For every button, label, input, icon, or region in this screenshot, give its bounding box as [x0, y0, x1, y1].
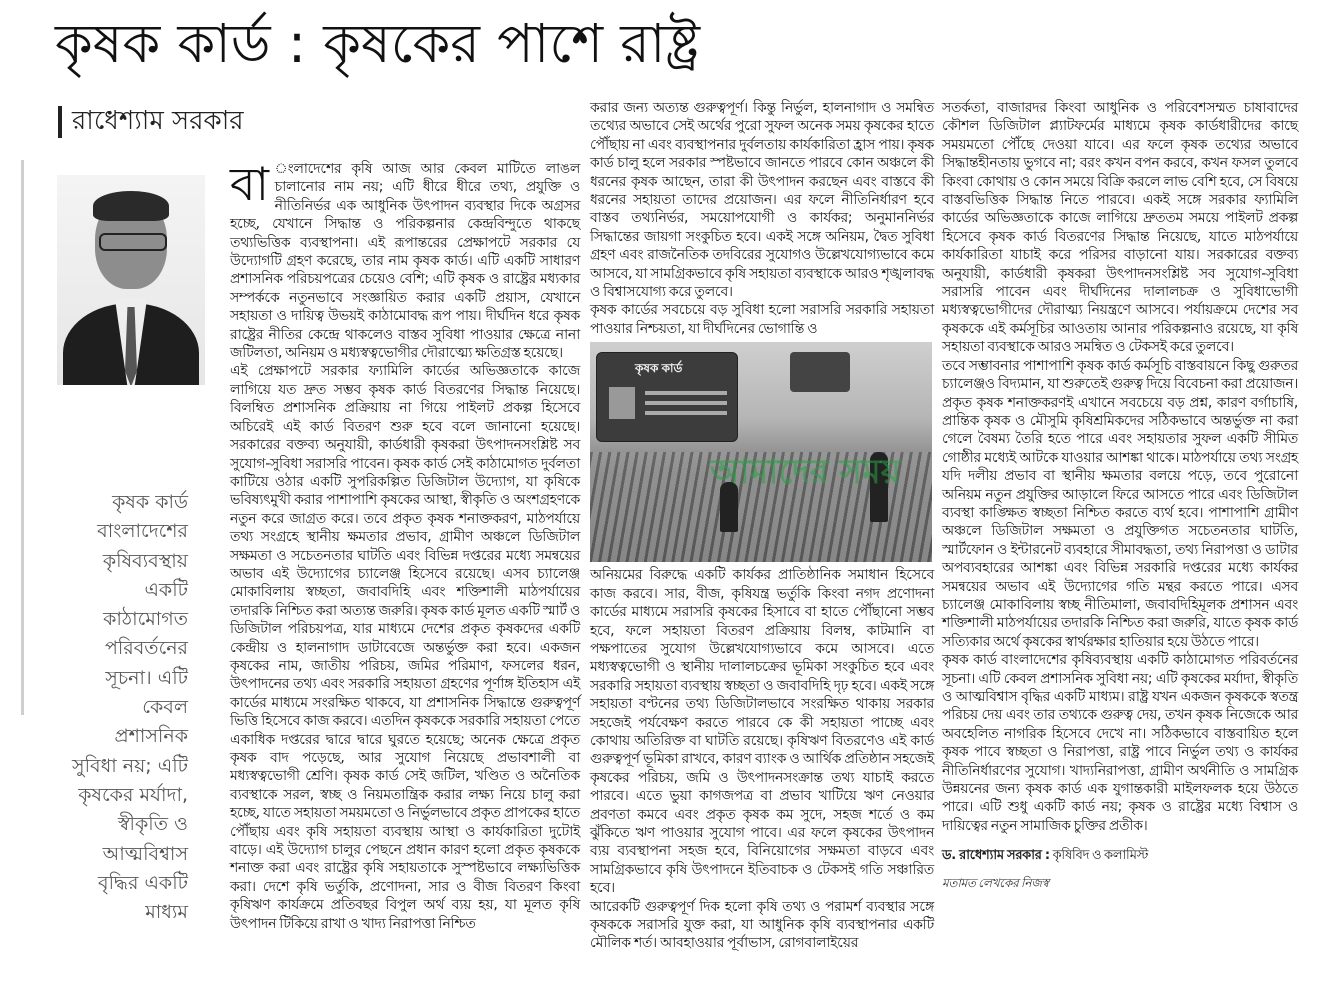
author-signature [942, 847, 1298, 865]
author-byline [58, 104, 244, 140]
paragraph: সতর্কতা, বাজারদর কিংবা আধুনিক ও পরিবেশসম্মত চাষাবাদের কৌশল ডিজিটাল প্ল্যাটফর্মের মাধ্যমে কৃষক কার্ডধারীদের কাছে সময়মতো পৌঁছে দেওয়া যাবে। এর ফলে কৃষক তথ্যের অভাবে সিদ্ধান্তহীনতায় ভুগবে না; বরং কখন বপন করবে, কখন ফসল তুলবে কিংবা কোথায় ও কোন সময়ে বিক্রি করলে লাভ বেশি হবে, সে বিষয়ে বাস্তবভিত্তিক সিদ্ধান্ত নিতে পারবে। একই সঙ্গে সরকার ফ্যামিলি কার্ডের অভিজ্ঞতাকে কাজে লাগিয়ে দ্রুততম সময়ে পাইলট প্রকল্প হিসেবে কৃষক কার্ড বিতরণের সিদ্ধান্ত নিয়েছে, যাতে মাঠপর্যায়ে কার্যকারিতা যাচাই করে পরিসর বাড়ানো যায়। সরকারের বক্তব্য অনুযায়ী, কার্ডধারী কৃষকরা উৎপাদনসংশ্লিষ্ট সব সুযোগ-সুবিধা সরাসরি পাবেন এবং দীর্ঘদিনের দালালচক্র ও সুবিধাভোগী মধ্যস্বত্বভোগীদের দৌরাত্ম্য নিয়ন্ত্রণে আসবে। পর্যায়ক্রমে দেশের সব কৃষককে এই কর্মসূচির আওতায় আনার পরিকল্পনাও রয়েছে, যা কৃষি সহায়তা ব্যবস্থাকে আরও সমন্বিত ও টেকসই করে তুলবে। [942, 100, 1298, 356]
paragraph: আরেকটি গুরুত্বপূর্ণ দিক হলো কৃষি তথ্য ও পরামর্শ ব্যবস্থার সঙ্গে কৃষককে সরাসরি যুক্ত করা, যা আধুনিক কৃষি ব্যবস্থাপনার একটি মৌলিক শর্ত। আবহাওয়ার পূর্বাভাস, রোগবালাইয়ের [590, 898, 934, 952]
paragraph: তবে সম্ভাবনার পাশাপাশি কৃষক কার্ড কর্মসূচি বাস্তবায়নে কিছু গুরুতর চ্যালেঞ্জও বিদ্যমান, যা শুরুতেই গুরুত্ব দিয়ে বিবেচনা করা প্রয়োজন। প্রকৃত কৃষক শনাক্তকরণই এখানে সবচেয়ে বড় প্রশ্ন, কারণ বর্গাচাষি, প্রান্তিক কৃষক ও মৌসুমি কৃষিশ্রমিকদের সঠিকভাবে অন্তর্ভুক্ত না করা গেলে বৈষম্য তৈরি হতে পারে এবং সহায়তার সুফল একটি সীমিত গোষ্ঠীর মধ্যেই আটকে যাওয়ার আশঙ্কা থাকে। মাঠপর্যায়ে তথ্য সংগ্রহ যদি দলীয় প্রভাব বা স্থানীয় ক্ষমতার বলয়ে পড়ে, তবে পুরোনো অনিয়ম নতুন প্রযুক্তির আড়ালে ফিরে আসতে পারে এবং ডিজিটাল ব্যবস্থা কাঙ্ক্ষিত স্বচ্ছতা নিশ্চিত করতে ব্যর্থ হবে। পাশাপাশি গ্রামীণ অঞ্চলে ডিজিটাল সক্ষমতা ও প্রযুক্তিগত সচেতনতার ঘাটতি, স্মার্টফোন ও ইন্টারনেট ব্যবহারে সীমাবদ্ধতা, তথ্য নিরাপত্তা ও ডাটার অপব্যবহারের আশঙ্কা এবং বিভিন্ন সরকারি দপ্তরের মধ্যে কার্যকর সমন্বয়ের অভাব এই উদ্যোগের গতি মন্থর করতে পারে। এসব চ্যালেঞ্জ মোকাবিলায় স্বচ্ছ নীতিমালা, জবাবদিহিমূলক প্রশাসন এবং শক্তিশালী মাঠপর্যায়ের তদারকি নিশ্চিত করা জরুরি, যাতে কৃষক কার্ড সত্যিকার অর্থে কৃষকের স্বার্থরক্ষার হাতিয়ার হয়ে উঠতে পারে। [942, 357, 1298, 650]
paragraph: কৃষক কার্ড বাংলাদেশের কৃষিব্যবস্থায় একটি কাঠামোগত পরিবর্তনের সূচনা। এটি কেবল প্রশাসনিক সুবিধা নয়; এটি কৃষকের মর্যাদা, স্বীকৃতি ও আত্মবিশ্বাস বৃদ্ধির একটি মাধ্যম। রাষ্ট্র যখন একজন কৃষককে স্বতন্ত্র পরিচয় দেয় এবং তার তথ্যকে গুরুত্ব দেয়, তখন কৃষক নিজেকে আর অবহেলিত নাগরিক হিসেবে দেখে না। সঠিকভাবে বাস্তবায়িত হলে কৃষক পাবে স্বচ্ছতা ও নিরাপত্তা, রাষ্ট্র পাবে নির্ভুল তথ্য ও কার্যকর নীতিনির্ধারণের সুযোগ। খাদ্যনিরাপত্তা, গ্রামীণ অর্থনীতি ও সামগ্রিক উন্নয়নের জন্য কৃষক কার্ড এক যুগান্তকারী মাইলফলক হয়ে উঠতে পারে। এটি শুধু একটি কার্ড নয়; কৃষক ও রাষ্ট্রের মধ্যে বিশ্বাস ও দায়িত্বের নতুন সামাজিক চুক্তির প্রতীক। [942, 652, 1298, 834]
author-name: রাধেশ্যাম সরকার [72, 106, 244, 136]
column-1 [230, 157, 580, 933]
card-photo [609, 387, 635, 419]
paragraph: বা ংলাদেশের কৃষি আজ আর কেবল মাটিতে লাঙল চালানোর নাম নয়; এটি ধীরে ধীরে তথ্য, প্রযুক্তি ও নীতিনির্ভর এক আধুনিক উৎপাদন ব্যবস্থার দিকে অগ্রসর হচ্ছে, যেখানে সিদ্ধান্ত ও পরিকল্পনার কেন্দ্রবিন্দুতে থাকছে তথ্যভিত্তিক ব্যবস্থাপনা। এই রূপান্তরের প্রেক্ষাপটে সরকার যে উদ্যোগটি গ্রহণ করেছে, তার নাম কৃষক কার্ড। এটি একটি সাধারণ প্রশাসনিক পরিচয়পত্রের চেয়েও বেশি; এটি কৃষক ও রাষ্ট্রের মধ্যকার সম্পর্ককে নতুনভাবে সংজ্ঞায়িত করার একটি প্রয়াস, যেখানে সহায়তা ও দায়িত্ব উভয়ই কাঠামোবদ্ধ রূপ পায়। দীর্ঘদিন ধরে কৃষক রাষ্ট্রের নীতির কেন্দ্রে থাকলেও বাস্তব সুবিধা পাওয়ার ক্ষেত্রে নানা জটিলতা, অনিয়ম ও মধ্যস্বত্বভোগীর দৌরাত্ম্যে ক্ষতিগ্রস্ত হয়েছে। [230, 157, 580, 362]
byline-bar [58, 106, 62, 138]
signature-name: ড. রাধেশ্যাম সরকার : [942, 848, 1050, 864]
column-2 [590, 99, 934, 953]
newspaper-watermark: আমাদের সময় [710, 452, 901, 493]
paragraph: করার জন্য অত্যন্ত গুরুত্বপূর্ণ। কিন্তু নির্ভুল, হালনাগাদ ও সমন্বিত তথ্যের অভাবে সেই অর্থের পুরো সুফল অনেক সময় কৃষকের হাতে পৌঁছায় না এবং ব্যবস্থাপনার দুর্বলতায় কার্যকারিতা হ্রাস পায়। কৃষক কার্ড চালু হলে সরকার স্পষ্টভাবে জানতে পারবে কোন অঞ্চলে কী ধরনের কৃষক আছেন, তারা কী উৎপাদন করছেন এবং বাস্তবে কী ধরনের সহায়তা তাদের প্রয়োজন। এর ফলে নীতিনির্ধারণ হবে বাস্তব তথ্যনির্ভর, সময়োপযোগী ও কার্যকর; অনুমাননির্ভর সিদ্ধান্তের জায়গা সংকুচিত হবে। একই সঙ্গে অনিয়ম, দ্বৈত সুবিধা গ্রহণ এবং রাজনৈতিক তদবিরের সুযোগও উল্লেখযোগ্যভাবে কমে আসবে, যা সামগ্রিকভাবে কৃষি সহায়তা ব্যবস্থাকে আরও শৃঙ্খলাবদ্ধ ও বিশ্বাসযোগ্য করে তুলবে। [590, 100, 934, 301]
card-title: কৃষক কার্ড [635, 361, 683, 376]
column-3 [942, 99, 1298, 891]
krishok-card-image [596, 352, 738, 442]
signature-role: কৃষিবিদ ও কলামিস্ট [1052, 848, 1149, 864]
opinion-disclaimer: মতামত লেখকের নিজস্ব [942, 876, 1049, 891]
drop-cap: বা [230, 157, 269, 211]
pull-quote: কৃষক কার্ড বাংলাদেশের কৃষিব্যবস্থায় একটি কাঠামোগত পরিবর্তনের সূচনা। এটি কেবল প্রশাসনিক সুবিধা নয়; এটি কৃষকের মর্যাদা, স্বীকৃতি ও আত্মবিশ্বাস বৃদ্ধির একটি মাধ্যম [72, 491, 188, 924]
tractor [790, 352, 850, 392]
paragraph: কৃষক কার্ডের সবচেয়ে বড় সুবিধা হলো সরাসরি সরকারি সহায়তা পাওয়ার নিশ্চয়তা, যা দীর্ঘদিনের ভোগান্তি ও [590, 302, 934, 337]
paragraph: অনিয়মের বিরুদ্ধে একটি কার্যকর প্রাতিষ্ঠানিক সমাধান হিসেবে কাজ করবে। সার, বীজ, কৃষিযন্ত্র ভর্তুকি কিংবা নগদ প্রণোদনা কার্ডের মাধ্যমে সরাসরি কৃষকের হিসাবে বা হাতে পৌঁছানো সম্ভব হবে, ফলে সহায়তা বিতরণ প্রক্রিয়ায় বিলম্ব, কাটমানি বা পক্ষপাতের সুযোগ উল্লেখযোগ্যভাবে কমে আসবে। এতে মধ্যস্বত্বভোগী ও স্থানীয় দালালচক্রের ভূমিকা সংকুচিত হবে এবং সরকারি সহায়তা ব্যবস্থায় স্বচ্ছতা ও জবাবদিহি দৃঢ় হবে। একই সঙ্গে সহায়তা বণ্টনের তথ্য ডিজিটালভাবে সংরক্ষিত থাকায় সরকার সহজেই পর্যবেক্ষণ করতে পারবে কে কী সহায়তা পাচ্ছে এবং কোথায় অতিরিক্ত বা ঘাটতি রয়েছে। কৃষিঋণ বিতরণেও এই কার্ড গুরুত্বপূর্ণ ভূমিকা রাখবে, কারণ ব্যাংক ও আর্থিক প্রতিষ্ঠান সহজেই কৃষকের পরিচয়, জমি ও উৎপাদনসংক্রান্ত তথ্য যাচাই করতে পারবে। এতে ভুয়া কাগজপত্র বা প্রভাব খাটিয়ে ঋণ নেওয়ার প্রবণতা কমবে এবং প্রকৃত কৃষক কম সুদে, সহজ শর্তে ও কম ঝুঁকিতে ঋণ পাওয়ার সুযোগ পাবে। এর ফলে কৃষকের উৎপাদন ব্যয় ব্যবস্থাপনা সহজ হবে, বিনিয়োগের সক্ষমতা বাড়বে এবং সামগ্রিকভাবে কৃষি উৎপাদনে ইতিবাচক ও টেকসই গতি সঞ্চারিত হবে। [590, 567, 934, 897]
paragraph: এই প্রেক্ষাপটে সরকার ফ্যামিলি কার্ডের অভিজ্ঞতাকে কাজে লাগিয়ে যত দ্রুত সম্ভব কৃষক কার্ড বিতরণের সিদ্ধান্ত নিয়েছে। বিলম্বিত প্রশাসনিক প্রক্রিয়ায় না গিয়ে পাইলট প্রকল্প হিসেবে অচিরেই এই কার্ড বিতরণ শুরু হবে বলে জানানো হয়েছে। সরকারের বক্তব্য অনুযায়ী, কার্ডধারী কৃষকরা উৎপাদনসংশ্লিষ্ট সব সুযোগ-সুবিধা সরাসরি পাবেন। কৃষক কার্ড সেই কাঠামোগত দুর্বলতা কাটিয়ে ওঠার একটি সুপরিকল্পিত ডিজিটাল উদ্যোগ, যা কৃষিকে ভবিষ্যৎমুখী করার পাশাপাশি কৃষকের আস্থা, স্বীকৃতি ও অংশগ্রহণকে নতুন করে জাগ্রত করে। তবে প্রকৃত কৃষক শনাক্তকরণ, মাঠপর্যায়ে তথ্য সংগ্রহে স্থানীয় ক্ষমতার প্রভাব, গ্রামীণ অঞ্চলে ডিজিটাল সক্ষমতা ও সচেতনতার ঘাটতি এবং বিভিন্ন দপ্তরের মধ্যে সমন্বয়ের অভাব এই উদ্যোগের চ্যালেঞ্জ হিসেবে রয়েছে। এসব চ্যালেঞ্জ মোকাবিলায় স্বচ্ছতা, জবাবদিহি এবং শক্তিশালী মাঠপর্যায়ের তদারকি নিশ্চিত করা অত্যন্ত জরুরি। কৃষক কার্ড মূলত একটি স্মার্ট ও ডিজিটাল পরিচয়পত্র, যার মাধ্যমে দেশের প্রকৃত কৃষকদের একটি কেন্দ্রীয় ও হালনাগাদ ডাটাবেজে অন্তর্ভুক্ত করা হবে। একজন কৃষকের নাম, জাতীয় পরিচয়, জমির পরিমাণ, ফসলের ধরন, উৎপাদনের তথ্য এবং সরকারি সহায়তা গ্রহণের পূর্ণাঙ্গ ইতিহাস এই কার্ডের মাধ্যমে সংরক্ষিত থাকবে, যা প্রশাসনিক সিদ্ধান্তে গুরুত্বপূর্ণ ভিত্তি হিসেবে কাজ করবে। এতদিন কৃষককে সরকারি সহায়তা পেতে একাধিক দপ্তরের দ্বারে দ্বারে ঘুরতে হয়েছে; অনেক ক্ষেত্রে প্রকৃত কৃষক বাদ পড়েছে, আর সুযোগ নিয়েছে প্রভাবশালী বা মধ্যস্বত্বভোগী শ্রেণি। কৃষক কার্ড সেই জটিল, খণ্ডিত ও অনৈতিক ব্যবস্থাকে সরল, স্বচ্ছ ও নিয়মতান্ত্রিক করার লক্ষ্য নিয়ে চালু করা হচ্ছে, যাতে সহায়তা সময়মতো ও নির্ভুলভাবে প্রকৃত প্রাপকের হাতে পৌঁছায় এবং কৃষি সহায়তা ব্যবস্থায় আস্থা ও কার্যকারিতা দুটোই বাড়ে। এই উদ্যোগ চালুর পেছনে প্রধান কারণ হলো প্রকৃত কৃষককে শনাক্ত করা এবং রাষ্ট্রের কৃষি সহায়তাকে সুস্পষ্টভাবে লক্ষ্যভিত্তিক করা। দেশে কৃষি ভর্তুকি, প্রণোদনা, সার ও বীজ বিতরণ কিংবা কৃষিঋণ কার্যক্রমে প্রতিবছর বিপুল অর্থ ব্যয় হয়, যা মূলত কৃষি উৎপাদন টিকিয়ে রাখা ও খাদ্য নিরাপত্তা নিশ্চিত [230, 363, 580, 932]
margin-divider [21, 160, 24, 715]
article-photo [590, 342, 932, 562]
author-photo [57, 175, 205, 385]
article-title: কৃষক কার্ড : কৃষকের পাশে রাষ্ট্র [55, 12, 701, 75]
card-lines [645, 391, 727, 395]
